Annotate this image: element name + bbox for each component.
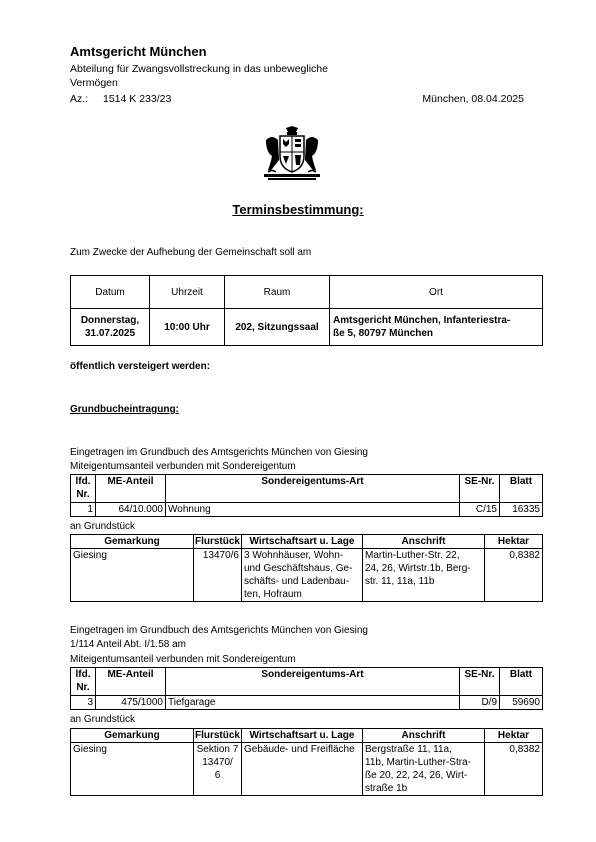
entry-intro: 1/114 Anteil Abt. I/1.58 am bbox=[70, 639, 187, 650]
plot-label: an Grundstück bbox=[70, 521, 136, 532]
date: 31.07.2025 bbox=[84, 328, 136, 339]
column-header: Sondereigentums-Art bbox=[166, 475, 460, 503]
place-date: München, 08.04.2025 bbox=[422, 93, 524, 105]
cell-parcel bbox=[194, 549, 242, 602]
cell-nr: 1 bbox=[71, 503, 96, 517]
column-header: Blatt bbox=[500, 475, 543, 503]
weekday: Donnerstag, bbox=[80, 315, 140, 326]
location-line: ße 5, 80797 München bbox=[333, 328, 434, 339]
plot-table bbox=[70, 534, 543, 602]
column-header: Hektar bbox=[485, 729, 543, 743]
address-line: Bergstraße 11, 11a, bbox=[365, 744, 452, 755]
department-name: Abteilung für Zwangsvollstreckung in das unbewegliche Vermögen bbox=[70, 63, 328, 89]
coat-of-arms-icon bbox=[262, 126, 322, 184]
file-number-label: Az.: bbox=[70, 93, 89, 105]
table-row bbox=[71, 696, 543, 710]
column-header: Raum bbox=[225, 276, 330, 309]
table-header-row bbox=[71, 276, 543, 309]
cell-district: Giesing bbox=[71, 743, 194, 796]
address-line: ße 20, 22, 24, 26, Wirt- bbox=[365, 770, 468, 781]
column-header: lfd. Nr. bbox=[71, 475, 96, 503]
usage-line: Gebäude- und Freifläche bbox=[244, 744, 355, 755]
column-header: lfd. Nr. bbox=[71, 668, 96, 696]
cell-me-share: 64/10.000 bbox=[96, 503, 166, 517]
location-line: Amtsgericht München, Infanteriestra- bbox=[333, 315, 511, 326]
table-header-row bbox=[71, 535, 543, 549]
auction-statement: öffentlich versteigert werden: bbox=[70, 361, 211, 372]
table-header-row bbox=[71, 668, 543, 696]
cell-se-nr: D/9 bbox=[460, 696, 500, 710]
cell-sheet: 16335 bbox=[500, 503, 543, 517]
cell-usage bbox=[242, 549, 363, 602]
column-header: Uhrzeit bbox=[150, 276, 225, 309]
room-cell: 202, Sitzungssaal bbox=[225, 309, 330, 346]
address-line: 11b, Martin-Luther-Stra- bbox=[365, 757, 471, 768]
usage-line: schäfts- und Ladenbau- bbox=[244, 576, 350, 587]
usage-line: ten, Hofraum bbox=[244, 589, 302, 600]
table-row bbox=[71, 549, 543, 602]
address-line: Martin-Luther-Str. 22, bbox=[365, 550, 460, 561]
column-header: Hektar bbox=[485, 535, 543, 549]
address-line: 24, 26, Wirtstr.1b, Berg- bbox=[365, 563, 471, 574]
cell-address bbox=[363, 743, 485, 796]
unit-table bbox=[70, 667, 543, 710]
column-header: Flurstück bbox=[194, 536, 240, 547]
parcel-line: 6 bbox=[214, 770, 221, 781]
usage-line: 3 Wohnhäuser, Wohn- bbox=[244, 550, 344, 561]
cell-hectare: 0,8382 bbox=[485, 743, 543, 796]
column-header: Datum bbox=[71, 276, 150, 309]
column-header: Blatt bbox=[500, 668, 543, 696]
land-register-heading: Grundbucheintragung: bbox=[70, 404, 179, 415]
cell-sheet: 59690 bbox=[500, 696, 543, 710]
cell-nr: 3 bbox=[71, 696, 96, 710]
entry-intro: Eingetragen im Grundbuch des Amtsgerichts München von Giesing bbox=[70, 625, 368, 636]
entry-intro: Miteigentumsanteil verbunden mit Sondereigentum bbox=[70, 654, 296, 665]
column-header: Ort bbox=[330, 276, 543, 309]
usage-line: und Geschäftshaus, Ge- bbox=[244, 563, 353, 574]
parcel-line: 13470/ bbox=[202, 757, 233, 768]
plot-label: an Grundstück bbox=[70, 714, 136, 725]
column-header: Anschrift bbox=[363, 535, 485, 549]
appointment-table bbox=[70, 275, 543, 346]
column-header: Anschrift bbox=[363, 729, 485, 743]
court-name: Amtsgericht München bbox=[70, 44, 207, 59]
date-cell bbox=[71, 309, 150, 346]
entry-intro: Eingetragen im Grundbuch des Amtsgerichts München von Giesing bbox=[70, 447, 368, 458]
column-header: Flurstück bbox=[194, 730, 240, 741]
column-header: ME-Anteil bbox=[96, 475, 166, 503]
document-title: Terminsbestimmung: bbox=[232, 202, 364, 217]
parcel-line: Sektion 7 bbox=[196, 744, 239, 755]
column-header: Gemarkung bbox=[71, 729, 194, 743]
entry-intro: Miteigentumsanteil verbunden mit Sondereigentum bbox=[70, 461, 296, 472]
column-header: Wirtschaftsart u. Lage bbox=[242, 729, 363, 743]
table-row bbox=[71, 309, 543, 346]
file-number: 1514 K 233/23 bbox=[103, 93, 172, 105]
column-header: SE-Nr. bbox=[460, 668, 500, 696]
intro-text: Zum Zwecke der Aufhebung der Gemeinschaft soll am bbox=[70, 247, 312, 258]
parcel-line: 13470/6 bbox=[202, 550, 239, 561]
cell-ownership-type: Tiefgarage bbox=[166, 696, 460, 710]
column-header: Gemarkung bbox=[71, 535, 194, 549]
plot-table bbox=[70, 728, 543, 796]
column-header: SE-Nr. bbox=[460, 475, 500, 503]
column-header: Wirtschaftsart u. Lage bbox=[242, 535, 363, 549]
unit-table bbox=[70, 474, 543, 517]
table-header-row bbox=[71, 729, 543, 743]
column-header: Sondereigentums-Art bbox=[166, 668, 460, 696]
cell-me-share: 475/1000 bbox=[96, 696, 166, 710]
cell-hectare: 0,8382 bbox=[485, 549, 543, 602]
table-row bbox=[71, 743, 543, 796]
cell-ownership-type: Wohnung bbox=[166, 503, 460, 517]
column-header: ME-Anteil bbox=[96, 668, 166, 696]
location-cell bbox=[330, 309, 543, 346]
cell-usage bbox=[242, 743, 363, 796]
table-header-row bbox=[71, 475, 543, 503]
cell-se-nr: C/15 bbox=[460, 503, 500, 517]
cell-district: Giesing bbox=[71, 549, 194, 602]
address-line: straße 1b bbox=[365, 783, 408, 794]
address-line: str. 11, 11a, 11b bbox=[365, 576, 435, 587]
time-cell: 10:00 Uhr bbox=[150, 309, 225, 346]
cell-parcel bbox=[194, 743, 242, 796]
cell-address bbox=[363, 549, 485, 602]
table-row bbox=[71, 503, 543, 517]
